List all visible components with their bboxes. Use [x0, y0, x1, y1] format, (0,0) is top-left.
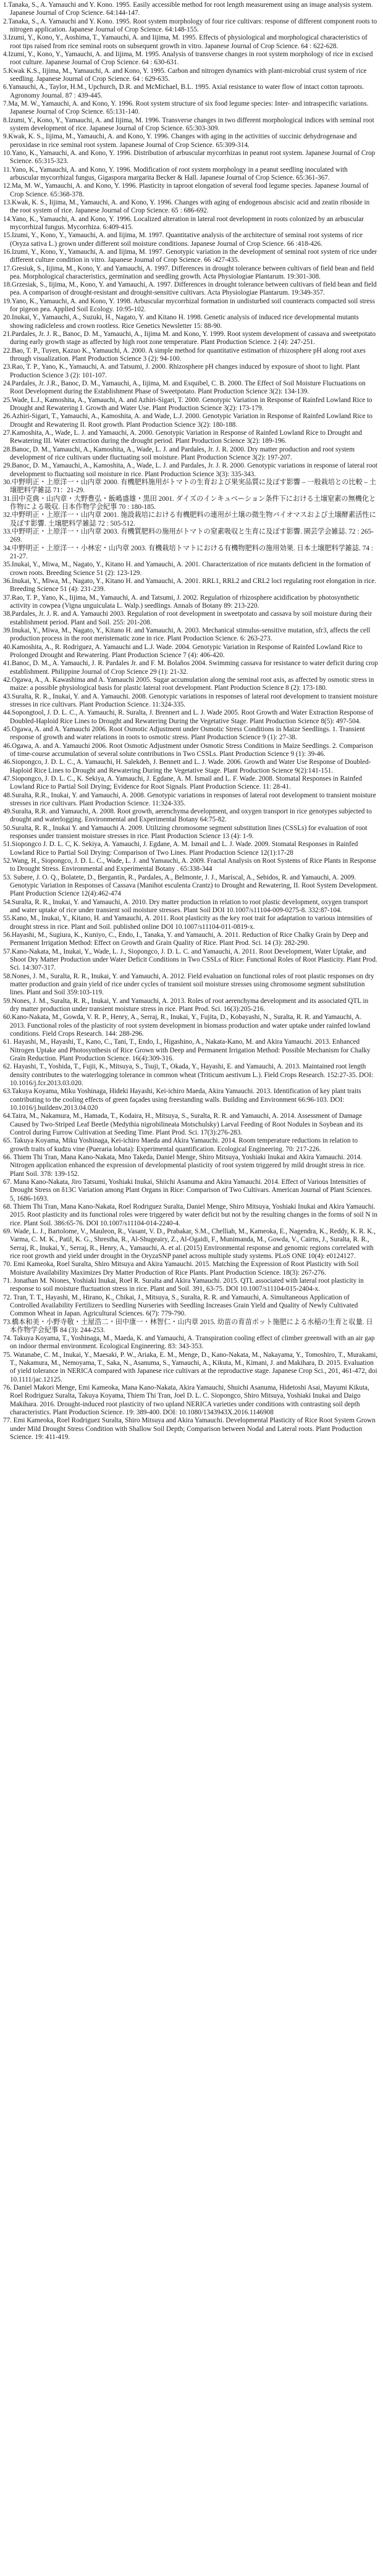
reference-item: 47.Siopongco, J. D. L. C., K. Sekiya, A. Yamauchi, J. Egdane, A. M. Ismail and L. F. Wade. 2008. Stomatal Responses in Rainfed Lowland Rice to Partial Soil Drying; Evidence for Root Signals. Plant Production Science. 11: 28-41. [3, 774, 362, 791]
reference-item: 19.Yano, K., Yamauchi, A. and Kono, Y. 1998. Arbuscular mycorrhizal formation in undisturbed soil counteracts compacted soil stress for pigeon pea. Applied Soil Ecology. 10:95-102. [3, 297, 375, 314]
reference-item: 4.Izumi, Y., Kono, Y., Yamauchi, A. and Iijima, M. 1995. Analysis of transverse changes in root system morphology of rice in excised root culture. Japanese Journal of Crop Science. 64 : 630-631. [3, 50, 373, 67]
reference-item: 23.Rao, T. P., Yano, K., Yamauchi, A. and Tatsumi, J. 2000. Rhizosphere pH changes induced by exposure of shoot to light. Plant Production Science 3 (2): 101-107. [3, 363, 360, 379]
reference-item: 10.Yano, K., Yamauchi, A. and Kono, Y. 1996. Distribution of arbuscular mycorrhizas in peanut root system. Japanese Journal of Crop Science. 65:315-323. [3, 149, 376, 166]
reference-item: 36.Inukai, Y., Miwa, M., Nagato, Y., Kitano H. and Yamauchi, A. 2001. RRL1, RRL2 and CRL2 loci regulating root elongation in rice. Breeding Science 51 (4): 231-239. [3, 577, 377, 594]
reference-item: 24.Pardales, Jr. J.R., Banoc, D. M., Yamauchi, A., Iijima, M. and Esquibel, C. B. 2000. The Effect of Soil Moisture Fluctuations on Root Development during the Establishment Phase of Sweetpotato. Plant Production Science 3(2): 134-139. [3, 380, 366, 396]
reference-item: 54.Suralta, R. R., Inukai, Y. and Yamauchi, A. 2010. Dry matter production in relation to root plastic development, oxygen transport and water uptake of rice under transient soil moisture stresses. Plant Soil DOI 10.1007/s11104-009-0275-8. 332:87-104. [3, 898, 368, 915]
reference-item: 21.Pardales, Jr. J. R., Banoc, D. M., Yamauchi, A., Iijima M. and Kono, Y. 1999. Root system development of cassava and sweetpotato during early growth stage as affected by high root zone temperature. Plant Production Science. 2 (4): 247-251. [3, 330, 376, 346]
reference-item: 53. Subere, J. O. Q., Bolatete, D., Bergantin, R., Pardales, A., Belmonte, J. J., Mariscal, A., Sebidos, R. and Yamauchi, A. 2009. Genotypic Variation in Responses of Cassava (Manihot esculenta Crantz) to Drought and Rewatering, II. Root System Development. Plant Production Science 12(4):462-474 [3, 873, 378, 898]
reference-item: 18.Grzesiak, S., Iijima, M., Kono, Y. and Yamauchi, A. 1997. Differences in drought tolerance between cultivars of field bean and field pea. A comparison of drought-resistant and drought-sensitive cultivars. Acta Physiologiae Plantarum. 19:349-357. [3, 281, 377, 297]
reference-item: 11.Yano, K., Yamauchi, A. and Kono, Y. 1996. Modification of root system morphology in a peanut seedling inoculated with arbuscular mycorrhizal fungus, Gigaspora margarita Becker & Hall. Japanese Journal of Crop Science. 65:361-367. [3, 166, 348, 182]
reference-item: 40.Kamoshita, A., R. Rodriguez, A. Yamauchi and L.J. Wade. 2004. Genotypic Variation in Response of Rainfed Lowland Rice to Prolonged Drought and Rewatering. Plant Production Science 7 (4): 406-420. [3, 643, 363, 659]
reference-item: 5.Kwak K.S., Iijima, M., Yamauchi, A. and Kono, Y. 1995. Carbon and nitrogen dynamics with plant-microbial crust system of rice seedling. Japanese Journal of Crop Science. 64 : 629-635. [3, 67, 367, 83]
reference-item: 66. Thiem Thi Tran, Mana Kano-Nakata, Mno Takeda, Daniel Menge, Shiro Mitsuya, Yoshiaki Inukai and Akira Yamauchi. 2014. Nitrogen application enhanced the expression of developmental plasticity of root system triggered by mild drought stress in rice. Plant Soil. 378: 139-152. [3, 1153, 366, 1178]
reference-item: 3.Izumi, Y., Kono, Y., Aoshima, T., Yamauchi, A. and Iijima, M. 1995. Effects of physiological and morphological characteristics of root tips raised from rice seminal roots on subsequent growth in vitro. Japanese Journal of Crop Science. 64 : 622-628. [3, 34, 368, 50]
reference-item: 68. Thiem Thi Tran, Mana Kano-Nakata, Roel Rodriguez Suralta, Daniel Menge, Shiro Mitsuya, Yoshiaki Inukai and Akira Yamauchi. 2015. Root plasticity and its functional roles were triggered by water deficit but not by the resulting changes in the forms of soil N in rice. Plant Soil. 386:65-76. DOI 10.1007/s11104-014-2240-4. [3, 1202, 377, 1227]
reference-item: 60.Kano-Nakata, M., Gowda, V. R. P., Henry, A., Serraj, R., Inukai, Y., Fujita, D., Kobayashi, N., Suralta, R. R. and Yamauchi, A. 2013. Functional roles of the plasticity of root system development in biomass production and water uptake under rainfed lowland conditions. Field Crops Research. 144: 288-296. [3, 1013, 371, 1038]
reference-item: 52.Wang, H., Siopongco, J. D. L. C., Wade, L. J. and Yamauchi, A. 2009. Fractal Analysis on Root Systems of Rice Plants in Response to Drought Stress. Environmental and Experimental Botany . 65:338-344 [3, 857, 376, 873]
reference-item: 31.田中克典・山内章・大野豊弘・飯嶋盛雄・黒田 2001. ダイズのインキュベーション条件下における土壌窒素の無機化と作物による吸収. 日本作物学会紀事 70 : 180-185. [3, 495, 376, 511]
reference-item: 6.Yamauchi, A., Taylor, H.M., Upchurch, D.R. and McMichael, B.L. 1995. Axial resistance to water flow of intact cotton taproots. Agronomy Journal. 87 : 439-445. [3, 83, 364, 99]
reference-list [3, 1, 378, 1441]
reference-item: 7.Ma, M. W., Yamauchi, A. and Kono, Y. 1996. Root system structure of six food legume species: Inter- and intraspecific variations. Japanese Journal of Crop Science. 65:131-140. [3, 99, 369, 116]
reference-item: 61. Hayashi, M., Hayashi, T., Kano, C., Tani, T., Endo, I., Higashino, A., Nakata-Kano, M. and Akira Yamauchi. 2013. Enhanced Nitrogen Uptake and Photosynthesis of Rice Grown with Deep and Permanent Irrigation Method: Possible Mechanism for Chalky Grain Reduction. Plant Production Science. 16(4):309-316. [3, 1038, 371, 1062]
reference-item: 16.Izumi, Y., Kono, Y., Yamauchi, A. and Iijima, M. 1997. Genotypic variation in the development of seminal root system of rice under different culture condition in vitro. Japanese Journal of Crop Science. 66 :427-435. [3, 248, 377, 264]
reference-item: 22.Bao, T. P., Tuyen, Kazuo K., Yamauchi, A. 2000. A simple method for quantitative estimation of rhizosphere pH along root axes through visualization. Plant Production Science 3 (2): 94-100. [3, 346, 366, 363]
reference-item: 27.Kamoshita, A., Wade, L. J. and Yamauchi, A. 2000. Genotypic Variation in Response of Rainfed Lowland Rice to Drought and Rewatering III. Water extraction during the drought period. Plant Production Science 3(2): 189-196. [3, 429, 362, 445]
reference-item: 34.中野明正・上原洋一・小林宏・山内章 2003. 有機栽培トマトにおける有機物肥料の施用効果. 日本土壌肥料学雑誌. 74 : 21-27. [3, 544, 373, 560]
reference-item: 30.中野明正・上原洋一・山内章 2000. 有機肥料施用がトマトの生育および果実品質に及ぼす影響 ‒ 一般栽培との比較 ‒ 土壌肥料学雑誌 71：21-29. [3, 479, 377, 495]
reference-item: 37.Rao, T. P., Yano, K., Iijima, M., Yamauchi, A. and Tatsumi, J. 2002. Regulation of rhizosphere acidification by photosynthetic activity in cowpea (Vigna unguiculata L. Walp.) seedlings. Annals of Botany 89: 213-220. [3, 594, 360, 610]
reference-item: 28.Banoc, D. M., Yamauchi, A., Kamoshita, A., Wade, L. J. and Pardales, Jr. J. R. 2000. Dry matter production and root system development of rice cultivars under fluctuating soil moisture. Plant Production Science 3(2): 197-207. [3, 445, 355, 462]
reference-item: 42.Ogawa, A., A. Kawashima and A. Yamauchi 2005. Sugar accumulation along the seminal root axis, as affected by osmotic stress in maize: a possible physiological basis for plastic lateral root development. Plant Production Science 8 (2): 173-180. [3, 676, 374, 692]
reference-item: 56.Hayashi, M., Sugiura, K., Kuniyo, C., Endo, I., Tanaka, Y. and Yamauchi, A. 2011. Reduction of Rice Chalky Grain by Deep and Permanent Irrigation Method: Effect on Growth and Grain Quality of Rice. Plant Prod. Sci. 14 (3): 282-290. [3, 931, 368, 947]
reference-item: 17.Gresiuk, S., Iijima, M., Kono, Y. and Yamauchi, A. 1997. Differences in drought tolerance between cultivars of field bean and field pea. Morphological characteristics, germination and seedling growth. Acta Physiologiae Plantarum. 19:301-308. [3, 264, 374, 280]
reference-item: 43.Suralta, R. R., Inukai, Y. and A. Yamauchi. 2008. Genotypic variations in responses of lateral root development to transient moisture stresses in rice cultivars. Plant Production Science. 11:324-335. [3, 692, 378, 708]
reference-item: 9.Kwak, K. S., Iijima, M., Yamauchi, A. and Kono, Y. 1996. Changes with aging in the activities of succinic dehydrogenase and peroxidase in rice seminal root system. Japanese Journal of Crop Science. 65:309-314. [3, 133, 357, 149]
reference-item: 20.Inukai, Y., Yamauchi, A., Suzuki, H., Nagato, Y. and Kitano H. 1998. Genetic analysis of induced rice developmental mutants showing radicleless and crown rootless. Rice Genetics Newsletter 15: 88-90. [3, 314, 359, 330]
reference-item: 63.Takuya Koyama, Miku Yoshinaga, Hideki Hayashi, Kei-ichiro Maeda, Akira Yamauchi. 2013. Identification of key plant traits contributing to the cooling effects of green façades using freestanding walls. Building and Environment 66:96-103. DOI: 10.1016/j.buildenv.2013.04.020 [3, 1088, 361, 1112]
reference-item: 8.Izumi, Y., Kono, Y., Yamauchi, A. and Iijima, M. 1996. Transverse changes in two different morphological indices with seminal root system development of rice. Japanese Journal of Crop Science. 65:303-309. [3, 116, 374, 132]
reference-item: 65. Takuya Koyama, Miku Yoshinaga, Kei-ichiro Maeda and Akira Yamauchi. 2014. Room temperature reductions in relation to growth traits of kudzu vine (Pueraria lobata): Experimental quantification. Ecological Engineering. 70: 217-226. [3, 1137, 358, 1153]
reference-item: 35.Inukai, Y., Miwa, M., Nagato, Y., Kitano H. and Yamauchi, A. 2001. Characterization of rice mutants deficient in the formation of crown roots. Breeding Science 51 (2): 123-129. [3, 561, 371, 577]
reference-item: 32.中野明正・上原洋一・山内章 2001. 施設栽培における有機肥料の連用が土壌の微生物バイオマスおよび土壌酵素活性に及ぼす影響. 土壌肥料学雑誌 72 : 505-512. [3, 511, 376, 527]
reference-item: 57.Kano-Nakata, M., Inukai, Y., Wade, L. J., Siopongco, J. D. L. C. and Yamauchi, A. 2011. Root Development, Water Uptake, and Shoot Dry Matter Production under Water Deficit Conditions in Two CSSLs of Rice: Functional Roles of Root Plasticity. Plant Prod. Sci. 14:307-317. [3, 947, 377, 972]
reference-item: 12.Ma, M. W., Yamauchi, A. and Kono, Y. 1996. Plasticity in taproot elongation of several food legume species. Japanese Journal of Crop Science. 65:368-378. [3, 182, 369, 198]
reference-item: 75. Watanabe, C. M., Inukai, Y., Maesaki, P. W., Ariaka, E. M., Menge, D., Kano-Nakata, M., Nakayama, Y., Tomoshiro, T., Murakami, T., Nakamura, M., Nemoyama, T., Saka, N., Asanuma, S., Yamauchi, A., Kikuta, M., Kimani, J. and Makihara, D. 2015. Evaluation of yield tolerance in NERICA compared with Japanese rice cultivars at the reproductive stage. Japanese Crop Sci., 201, 461-472, doi 10.1111/jac.12125. [3, 1351, 378, 1383]
reference-item: 62. Hayashi, T., Yoshida, T., Fujii, K., Mitsuya, S., Tsuji, T., Okada, Y., Hayashi, E. and Yamauchi, A. 2013. Maintained root length density contributes to the waterlogging tolerance in common wheat (Triticum aestivum L.). Field Crops Research. 152:27-35. DOI: 10.1016/j.fcr.2013.03.020. [3, 1063, 374, 1087]
reference-item: 49.Suralta, R.R. and Yamauchi, A. 2008. Root growth, aerenchyma development, and oxygen transport in rice genotypes subjected to drought and waterlogging. Environmental and Experimental Botany 64:75-82. [3, 808, 372, 824]
reference-item: 76. Daniel Makori Menge, Emi Kameoka, Mana Kano-Nakata, Akira Yamauchi, Shuichi Asanuma, Hidetoshi Asai, Mayumi Kikuta, Roel Rodriguez Suralta, Takuya Koyama, Thiem Thi Tran, Joel D. L. C. Siopongco, Shiro Mitsuya, Yoshiaki Inukai and Daigo Makihara. 2016. Drought-induced root plasticity of two upland NERICA varieties under conditions with contrasting soil depth characteristics. Plant Production Science. 19: 389-400. DOI: 10.1080/1343943X.2016.1146908 [3, 1384, 369, 1417]
reference-item: 46.Siopongco, J. D. L. C., A. Yamauchi, H. Salekdeh, J. Bennett and L. J. Wade. 2006. Growth and Water Use Response of Doubled-Haploid Rice Lines to Drought and Rewatering During the Vegetative Stage. Plant Production Science 9(2):141-151. [3, 758, 371, 774]
reference-item: 70. Emi Kameoka, Roel Suralta, Shiro Mitsuya and Akira Yamauchi. 2015. Matching the Expression of Root Plasticity with Soil Moisture Availability Maximizes Dry Matter Production of Rice Plants. Plant Production Science. 18(3): 267-276. [3, 1261, 359, 1277]
reference-item: 51.Siopongco J. D. L. C, K. Sekiya, A. Yamauchi, J. Egdane, A. M. Ismail and L. J. Wade. 2009. Stomatal Responses in Rainfed Lowland Rice to Partial Soil Drying: Comparison of Two Lines. Plant Production Science 12(1):17-28 [3, 841, 358, 857]
reference-item: 73.橋本和美・小野寺敬・土屋浩二・田中康一・林智仁・山内章 2015. 幼苗の育苗ポット施肥による水稲の生育と収量. 日本作物学会紀事 84 (3): 244-253. [3, 1318, 373, 1334]
reference-item: 69. Wade, L. J., Bartolome, V., Mauleon, R., Vasant, V. D., Prabakar, S.M., Chelliah, M., Kameoka, E., Nagendra, K., Reddy, K. R. K., Varma, C. M. K., Patil, K. G., Shrestha, R., Al-Shugeairy, Z., Al-Ogaidi, F., Munimanda, M., Gowda, V., Cairns, J., Suralta, R. R., Serraj, R., Inukai, Y., Serraj, R., Henry, A., Yamauchi, A. et al. (2015) Environmental response and genomic regions correlated with rice root growth and yield under drought in the OryzaSNP panel across multiple study systems. PLoS ONE 10(4): e0124127. [3, 1227, 376, 1260]
reference-item: 41.Banoc, D. M., A. Yamauchi, J. R. Pardales Jr. and F. M. Bolaños 2004. Swimming cassava for resistance to water deficit during crop establishment. Philippine Journal of Crop Science 29 (1): 21-32. [3, 660, 378, 676]
reference-item: 44.Sopongtool, J. D. L. C., A. Yamauchi, R. Suralta, J. Brennert and L. J. Wade 2005. Root Growth and Water Extraction Response of Doubled-Haploid Rice Lines to Drought and Rewatering During the Vegetative Stage. Plant Production Science 8(5): 497-504. [3, 709, 374, 725]
reference-item: 71. Jonathan M. Niones, Yoshiaki Inukai, Roel R. Suralta and Akira Yamauchi. 2015. QTL associated with lateral root plasticity in response to soil moisture fluctuation stress in rice. Plant and Soil. 391, 63-75. DOI 10.1007/s11104-015-2404-x. [3, 1277, 364, 1293]
reference-item: 15.Izumi, Y., Kono, Y., Yamauchi, A. and Iijima, M. 1997. Quantitative analysis of the architecture of seminal root systems of rice (Oryza sativa L.) grown under different soil moisture conditions. Japanese Journal of Crop Science. 66 :418-426. [3, 232, 363, 248]
reference-item: 50.Suralta, R. R., Inukai Y. and Yamauchi A. 2009. Utilizing chromosome segment substitution lines (CSSLs) for evaluation of root responses under transient moisture stresses in rice. Plant Production Science 13 (4): 1-9. [3, 824, 368, 841]
reference-item: 64.Taira, M., Nakamura, M., Hamada, T., Kodaira, H., Mitsuya, S., Suralta, R. R. and Yamauchi, A. 2014. Assessment of Damage Caused by Two-Striped Leaf Beetle (Medythia nigrobilineata Motschulsky) Larval Feeding of Root Nodules in Soybean and its Control during Furrow Cultivation at Seeding Time. Plant Prod. Sci. 17(3):276-283. [3, 1112, 363, 1136]
reference-item: 25.Wade, L.J., Kamoshita, A., Yamauchi, A. and Azhiri-Sigari, T. 2000. Genotypic Variation in Response of Rainfed Lowland Rice to Drought and Rewatering I. Growth and Water Use. Plant Production Science 3(2): 173-179. [3, 396, 372, 413]
reference-item: 14.Yano, K., Yamauchi, A. and Kono, Y. 1996. Localized alteration in lateral root development in roots colonized by an arbuscular mycorrhizal fungus. Mycorrhiza. 6:409-415. [3, 215, 364, 231]
reference-item: 74. Takuya Koyama, T., Yoshinaga, M., Maeda, K. and Yamauchi, A. Transpiration cooling effect of climber greenwall with an air gap on indoor thermal environment. Ecological Engineering. 83: 343-353. [3, 1335, 375, 1351]
reference-item: 2.Tanaka, S., A. Yamauchi and Y. Kono. 1995. Root system morphology of four rice cultivars: response of different component roots to nitrogen application. Japanese Journal of Crop Science. 64:148-155. [3, 17, 377, 33]
reference-item: 1.Tanaka, S., A. Yamauchi and Y. Kono. 1995. Easily accessible method for root length measurement using an image analysis system. Japanese Journal of Crop Science. 64:144-147. [3, 1, 373, 17]
reference-item: 13.Kwak, K. S., Iijima, M., Yamauchi, A. and Kono, Y. 1996. Changes with aging of endogenous abscisic acid and zeatin riboside in the root system of rice. Japanese Journal of Crop Science. 65 : 686-692. [3, 198, 370, 215]
reference-item: 59.Nones, J. M., Suralta, R. R., Inukai, Y. and Yamauchi, A. 2013. Roles of root aerenchyma development and its associated QTL in dry matter production under transient moisture stress in rice. Plant Prod. Sci. 16(3):205-216. [3, 997, 369, 1013]
reference-item: 38.Pardales, Jr. J. R. and A. Yamauchi 2003. Regulation of root development in sweetpotato and cassava by soil moisture during their establishment period. Plant and Soil. 255: 201-208. [3, 610, 372, 626]
reference-item: 67. Mana Kano-Nakata, Jiro Tatsumi, Yoshiaki Inukai, Shiichi Asanuma and Akira Yamauchi. 2014. Effect of Various Intensities of Drought Stress on δ13C Variation among Plant Organs in Rice: Comparison of Two Cultivars. American Journal of Plant Sciences. 5, 1686-1693. [3, 1178, 372, 1202]
reference-item: 77. Emi Kameoka, Roel Rodriguez Suralta, Shiro Mitsuya and Akira Yamauchi. Developmental Plasticity of Rice Root System Grown under Mild Drought Stress Condition with Shallow Soil Depth; Comparison between Nodal and Lateral roots. Plant Production Science. 19: 411-419. [3, 1417, 376, 1441]
reference-item: 48.Suralta, R.R., Inukai, Y. and Yamauchi, A. 2008. Genotypic variations in responses of lateral root development to transient moisture stresses in rice cultivars. Plant Production Science. 11:324-335. [3, 791, 376, 807]
reference-item: 55.Kano, M., Inukai, Y., Kitano, H. and Yamauchi, A. 2011. Root plasticity as the key root trait for adaptation to various intensities of drought stress in rice. Plant and Soil. published online DOI 10.1007/s11104-011-0819-x. [3, 915, 372, 931]
reference-item: 29.Banoc, D. M., Yamauchi, A., Kamoshita, A., Wade, L. J. and Pardales, Jr. J. R. 2000. Genotypic variations in response of lateral root development to fluctuating soil moisture in rice. Plant Production Science 3(3): 335-343. [3, 462, 378, 478]
reference-item: 39.Inukai, Y., Miwa, M., Nagato, Y., Kitano H. and Yamauchi, A. 2003. Mechanical stimulus-sensitive mutation, sfr3, affects the cell production process in the root meristematic zone in rice. Plant Production Science. 6: 263-273. [3, 626, 371, 643]
reference-item: 26.Azhiri-Sigari, T., Yamauchi, A., Kamoshita, A. and Wade, L.J. 2000. Genotypic Variation in Response of Rainfed Lowland Rice to Drought and Rewatering II. Root growth. Plant Production Science 3(2): 180-188. [3, 413, 372, 429]
reference-item: 46.Ogawa, A. and A. Yamauchi 2006. Root Osmotic Adjustment under Osmotic Stress Conditions in Maize Seedlings. 2. Comparison of time-course accumulation of several solute contributions in Two CSSLs. Plant Production Science 9 (1): 39-46. [3, 742, 373, 758]
reference-item: 33.中野明正・上原洋一・山内章 2003. 有機質肥料の施用がトマトの窒素吸収と生育に及ぼす影響. 園芸学会雑誌. 72 : 265-269. [3, 528, 374, 544]
reference-item: 58.Nones, J. M., Suralta, R. R., Inukai, Y. and Yamauchi, A. 2012. Field evaluation on functional roles of root plastic responses on dry matter production and grain yield of rice under cycles of transient soil moisture stresses using chromosome segment substitution lines. Plant and Soil 359:103-119. [3, 972, 374, 997]
reference-item: 45.Ogawa, A. and A. Yamauchi 2006. Root Osmotic Adjustment under Osmotic Stress Conditions in Maize Seedlings. 1. Transient response of growth and water relations in roots to osmotic stress. Plant Production Science 9 (1): 27-38. [3, 725, 365, 742]
reference-item: 72. Tran, T. T., Hayashi, M., Hirano, K., Chikai, J., Mitsuya, S., Suralta, R. R. and Yamauchi, A. Simultaneous Application of Controlled Availability Fertilizers to Seedling Nurseries with Seedling Increases Grain Yield and Quality of Newly Cultivated Common Wheat in Japan. Agricultural Sciences. 6(7): 779-790. [3, 1293, 358, 1318]
